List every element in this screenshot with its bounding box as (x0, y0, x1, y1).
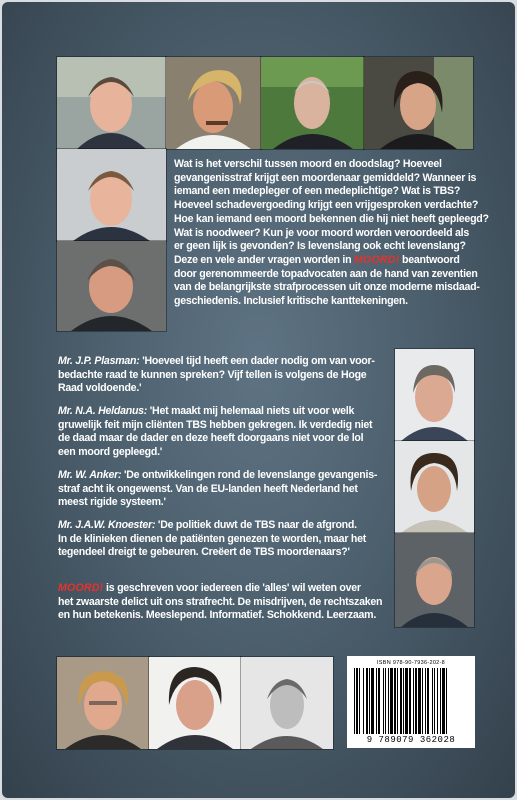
intro-line: iemand een medepleger of een medeplichtige? Wat is TBS? (174, 185, 461, 198)
author-photo (394, 440, 475, 534)
book-title-logo: MOORD! (354, 253, 400, 266)
closing-text: is geschreven voor iedereen die 'alles' wil weten over (103, 582, 361, 594)
quote-line (58, 355, 388, 369)
closing-line: en hun betekenis. Meeslepend. Informatief. Schokkend. Leerzaam. (58, 609, 377, 622)
author-photo (240, 656, 334, 750)
intro-line-text: beantwoord (399, 253, 460, 266)
intro-line: gevangenisstraf krijgt een moordenaar gemiddeld? Wanneer is (174, 171, 477, 184)
quote-author: Mr. W. Anker: (58, 469, 122, 481)
quote-text: 'Het maakt mij helemaal niets uit voor welk (147, 405, 355, 417)
intro-line: Wat is noodweer? Kun je voor moord worden veroordeeld als (174, 226, 469, 239)
quote-line: straf acht ik ongewenst. Van de EU-landen heeft Nederland het (58, 482, 358, 495)
intro-line: Hoeveel schadevergoeding krijgt een vrijgesproken verdachte? (174, 199, 479, 212)
quote-line: gruwelijk feit mijn cliënten TBS hebben gekregen. Ik verdedig niet (58, 418, 373, 431)
quote-line: de daad maar de dader en deze heeft doorgaans niet voor de lol (58, 432, 364, 445)
quote-text: 'Hoeveel tijd heeft een dader nodig om van voor- (139, 355, 375, 367)
quote-author: Mr. J.A.W. Knoester: (58, 519, 156, 531)
quote-line (58, 519, 388, 533)
quote-line: meest rigide systeem.' (58, 496, 166, 509)
isbn-barcode (347, 656, 475, 748)
quote-line: In de klinieken dienen de patiënten genezen te worden, maar het (58, 532, 367, 545)
author-photo (260, 56, 365, 150)
quote-line (58, 405, 388, 419)
quote-heldanus (58, 405, 388, 460)
intro-line: er geen lijk is gevonden? Is levenslang ook echt levenslang? (174, 240, 466, 253)
intro-line-text: Deze en vele ander vragen worden in (174, 253, 354, 266)
intro-line: Hoe kan iemand een moord bekennen die hij niet heeft gepleegd? (174, 212, 489, 225)
book-title-logo: MOORD! (58, 582, 104, 594)
closing-line: het zwaarste delict uit ons strafrecht. De misdrijven, de rechtszaken (58, 595, 383, 608)
author-photo (56, 656, 150, 750)
closing-paragraph (58, 582, 388, 623)
author-photo (56, 56, 167, 150)
intro-line: van de belangrijkste strafprocessen uit onze moderne misdaad- (174, 281, 480, 294)
quote-text: 'De ontwikkelingen rond de levenslange gevangenis- (121, 469, 378, 481)
ean-number: 9 789079 362028 (366, 735, 456, 745)
quote-line: een moord gepleegd.' (58, 446, 163, 459)
intro-line: geschiedenis. Inclusief kritische kanttekeningen. (174, 295, 408, 308)
author-photo (56, 148, 167, 242)
quote-text: 'De politiek duwt de TBS naar de afgrond. (155, 519, 357, 531)
intro-line: door gerenommeerde topadvocaten aan de hand van zeventien (174, 267, 478, 280)
quote-author: Mr. N.A. Heldanus: (58, 405, 148, 417)
quote-line: Raad voldoende.' (58, 382, 142, 395)
quote-line: bedachte raad te kunnen spreken? Vijf tellen is volgens de Hoge (58, 368, 367, 381)
author-photo (165, 56, 262, 150)
quote-plasman (58, 355, 388, 396)
quote-line: tegendeel dreigt te gebeuren. Creëert de TBS moordenaars?' (58, 546, 350, 559)
isbn-label: ISBN 978-90-7936-202-8 (376, 660, 446, 666)
intro-line (174, 254, 474, 268)
author-photo (56, 240, 167, 332)
quote-anker (58, 469, 388, 510)
intro-line: Wat is het verschil tussen moord en doodslag? Hoeveel (174, 158, 442, 170)
quote-knoester (58, 519, 388, 560)
book-back-cover (2, 2, 515, 798)
intro-paragraph (174, 158, 489, 309)
barcode-bars (353, 668, 469, 734)
author-photo (394, 532, 475, 628)
closing-line (58, 582, 388, 596)
author-photo (394, 348, 475, 442)
author-photo (148, 656, 242, 750)
author-photo (363, 56, 474, 150)
quote-author: Mr. J.P. Plasman: (58, 355, 140, 367)
quote-line (58, 469, 388, 483)
